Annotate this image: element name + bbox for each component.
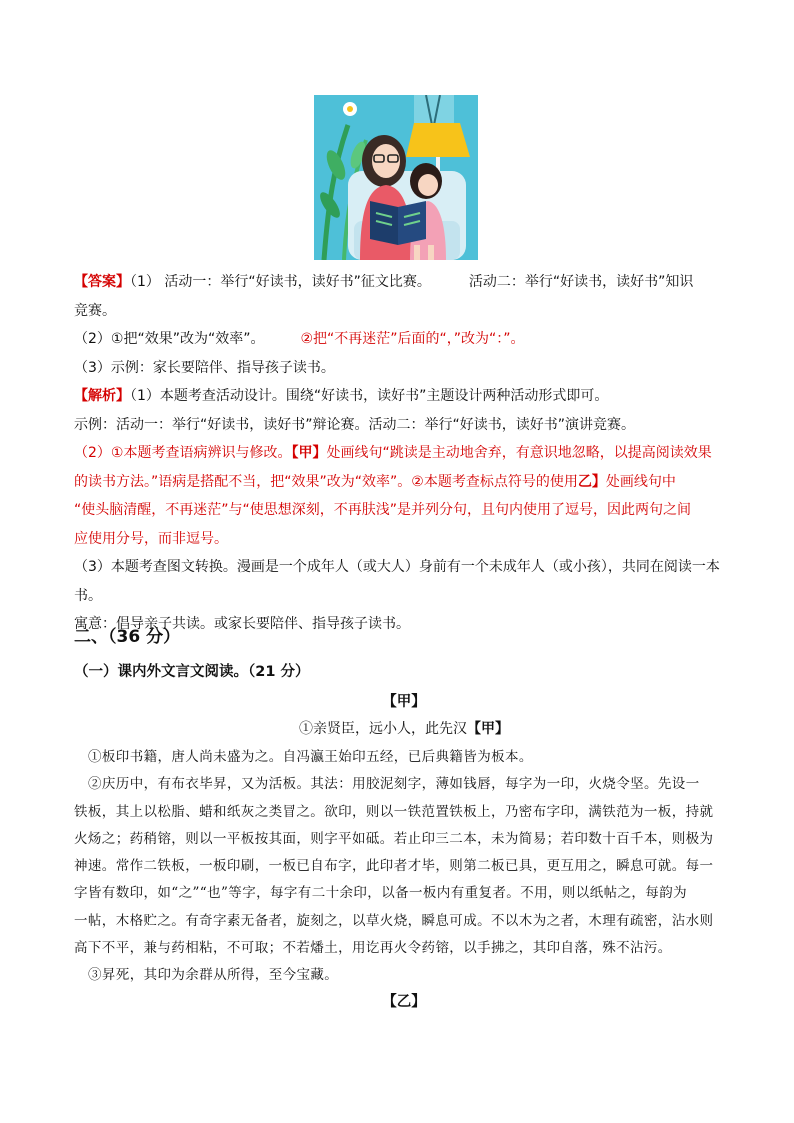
parent-child-reading-illustration — [314, 95, 478, 260]
passage-jia-p2-line: 神速。常作二铁板，一板印刷，一板已自布字，此印者才毕，则第二板已具，更互用之，瞬息可就。每一 — [74, 858, 714, 875]
answer-line-2: （2）①把“效果”改为“效率”。 ②把“不再迷茫”后面的“，”改为“：”。 — [74, 331, 525, 347]
analysis-line-1: 【解析】（1）本题考查活动设计。围绕“好读书，读好书”主题设计两种活动形式即可。 — [74, 388, 609, 404]
analysis-line-9: 寓意：倡导亲子共读。或家长要陪伴、指导孩子读书。 — [74, 616, 410, 632]
analysis-line-6: 应使用分号，而非逗号。 — [74, 530, 228, 547]
section-2-1-title: （一）课内外文言文阅读。（21 分） — [74, 664, 310, 680]
passage-jia-subtitle: ①亲贤臣，远小人，此先汉【甲】 — [299, 721, 509, 737]
passage-jia-body — [74, 744, 734, 990]
passage-jia-label: 【甲】 — [382, 694, 426, 710]
analysis-line-3: （2）①本题考查语病辨识与修改。【甲】处画线句“跳读是主动地舍弃，有意识地忽略，以提高阅读效果 — [74, 445, 712, 461]
answer-line-1-cont: 竞赛。 — [74, 302, 116, 319]
passage-yi-label: 【乙】 — [382, 994, 426, 1010]
answer-line-1: 【答案】（1） 活动一：举行“好读书，读好书”征文比赛。 活动二：举行“好读书，读好书”知识 — [74, 274, 694, 290]
passage-jia-p3: ③昇死，其印为余群从所得，至今宝藏。 — [88, 967, 339, 984]
passage-jia-p1: ①板印书籍，唐人尚未盛为之。自冯瀛王始印五经，已后典籍皆为板本。 — [88, 749, 533, 765]
analysis-tag: 【解析】 — [74, 388, 130, 404]
passage-jia-p2-line: 一帖，木格贮之。有奇字素无备者，旋刻之，以草火烧，瞬息可成。不以木为之者，木理有疏密，沾水则 — [74, 912, 714, 929]
passage-jia-p2-line: 高下不平，兼与药相粘，不可取；不若燔土，用讫再火令药镕，以手拂之，其印自落，殊不沾污。 — [74, 940, 672, 957]
analysis-line-8: 书。 — [74, 587, 102, 604]
answer-tag: 【答案】 — [74, 274, 130, 290]
section-2-title: 二、（36 分） — [74, 627, 181, 647]
passage-jia-p2-line: 火炀之；药稍镕，则以一平板按其面，则字平如砥。若止印三二本，未为简易；若印数十百千本，则极为 — [74, 830, 714, 847]
passage-jia-p2-line: ②庆历中，有布衣毕昇，又为活板。其法：用胶泥刻字，薄如钱唇，每字为一印，火烧令坚。先设一 — [88, 776, 700, 793]
analysis-line-2: 示例：活动一：举行“好读书，读好书”辩论赛。活动二：举行“好读书，读好书”演讲竞赛。 — [74, 416, 636, 433]
analysis-line-5: “使头脑清醒，不再迷茫”与“使思想深刻，不再肤浅”是并列分句，且句内使用了逗号，因此两句之间 — [74, 502, 692, 518]
answer-line-3: （3）示例：家长要陪伴、指导孩子读书。 — [74, 359, 335, 376]
analysis-line-4: 的读书方法。”语病是搭配不当，把“效果”改为“效率”。②本题考查标点符号的使用乙】处画线句中 — [74, 473, 676, 490]
passage-jia-p2-line: 字皆有数印，如“之”“也”等字，每字有二十余印，以备一板内有重复者。不用，则以纸帖之，每韵为 — [74, 885, 688, 902]
passage-jia-p2-line: 铁板，其上以松脂、蜡和纸灰之类冒之。欲印，则以一铁范置铁板上，乃密布字印，满铁范为一板，持就 — [74, 803, 714, 820]
analysis-line-7: （3）本题考查图文转换。漫画是一个成年人（或大人）身前有一个未成年人（或小孩），共同在阅读一本 — [74, 559, 720, 575]
answer-analysis-block — [74, 268, 734, 639]
